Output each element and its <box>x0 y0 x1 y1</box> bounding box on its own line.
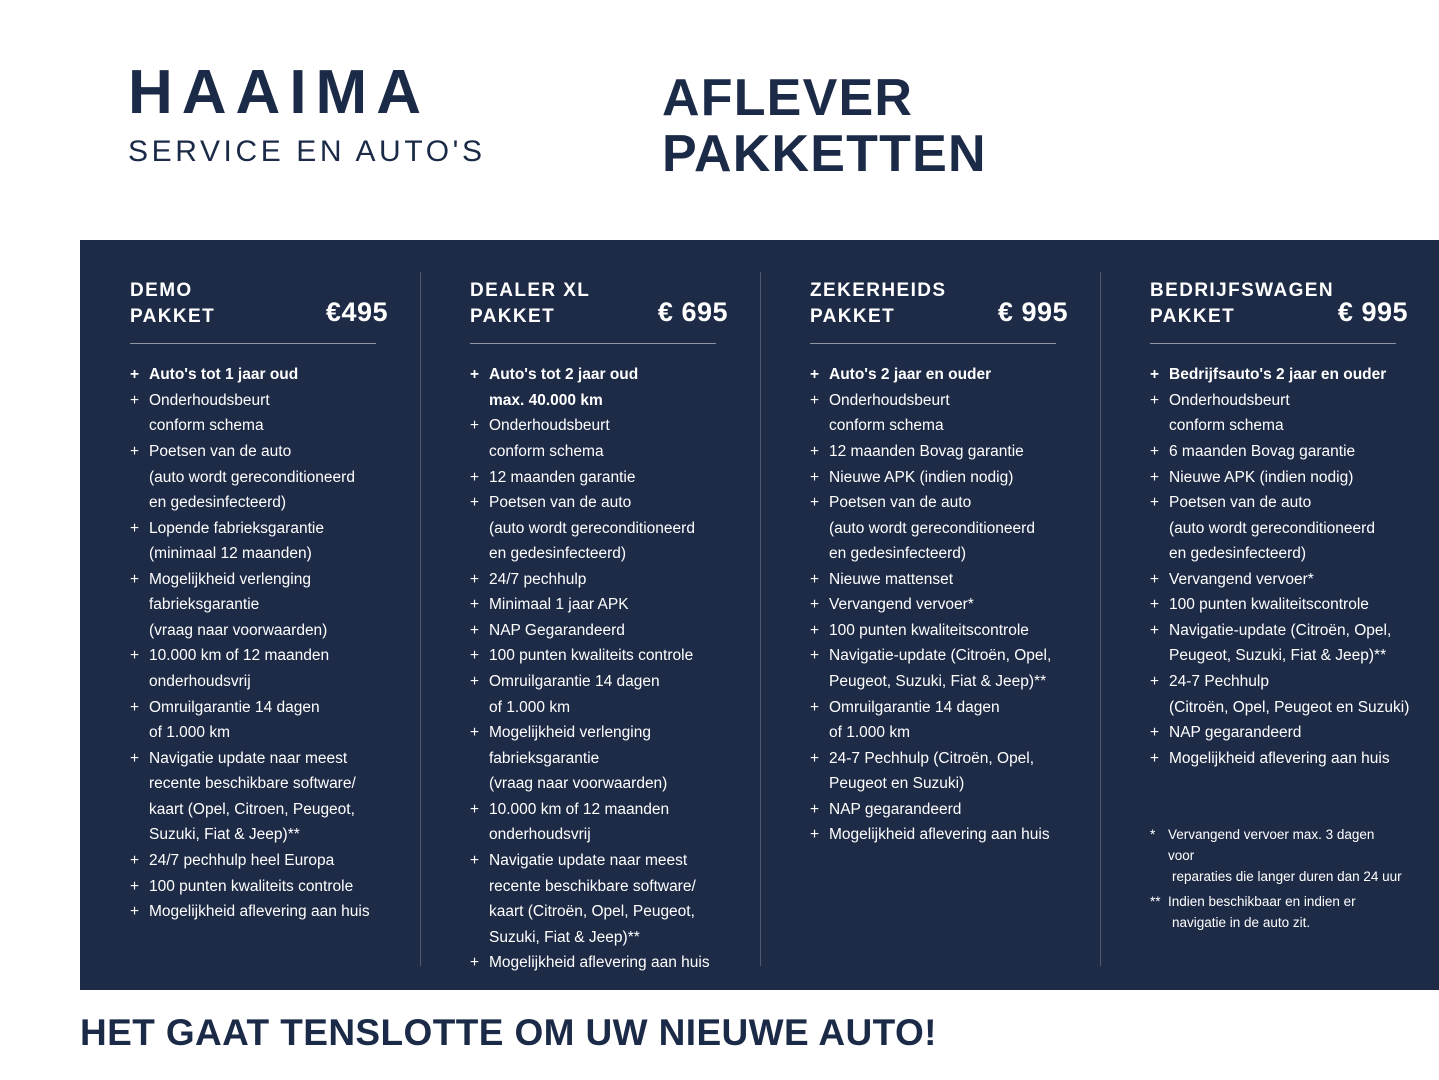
feature-line: Bedrijfsauto's 2 jaar en ouder <box>1169 366 1387 384</box>
feature-line: 12 maanden Bovag garantie <box>829 442 1024 460</box>
feature-line: (auto wordt gereconditioneerd <box>489 519 695 537</box>
package-header <box>470 278 734 329</box>
plus-icon: + <box>1150 749 1160 767</box>
package-name-line1: BEDRIJFSWAGEN <box>1150 280 1334 301</box>
feature-line: Auto's tot 2 jaar oud <box>489 366 639 384</box>
feature-item <box>1150 669 1414 720</box>
plus-icon: + <box>810 570 820 588</box>
footnote-line: Vervangend vervoer max. 3 dagen voor <box>1168 827 1375 864</box>
feature-line: Navigatie-update (Citroën, Opel, <box>1169 621 1392 639</box>
plus-icon: + <box>470 596 480 614</box>
feature-item <box>130 899 394 925</box>
package-column <box>760 266 1100 990</box>
feature-item <box>130 567 394 644</box>
feature-list <box>470 362 734 976</box>
feature-item <box>470 669 734 720</box>
plus-icon: + <box>1150 673 1160 691</box>
package-price: €495 <box>325 297 388 328</box>
feature-line: 100 punten kwaliteits controle <box>489 647 694 665</box>
plus-icon: + <box>470 570 480 588</box>
feature-line: Nieuwe APK (indien nodig) <box>1169 468 1354 486</box>
feature-item <box>810 643 1074 694</box>
feature-item <box>470 592 734 618</box>
feature-line: 24/7 pechhulp <box>489 570 587 588</box>
feature-line: conform schema <box>489 442 604 460</box>
feature-line: Peugeot, Suzuki, Fiat & Jeep)** <box>1169 647 1387 665</box>
footnote-marker: ** <box>1150 894 1161 910</box>
feature-item <box>1150 362 1414 388</box>
package-name-line2: PAKKET <box>130 305 216 327</box>
feature-item <box>1150 465 1414 491</box>
feature-line: 24-7 Pechhulp (Citroën, Opel, <box>829 749 1035 767</box>
footnote-line: reparaties die langer duren dan 24 uur <box>1172 869 1402 885</box>
plus-icon: + <box>810 800 820 818</box>
plus-icon: + <box>130 877 140 895</box>
feature-line: en gedesinfecteerd) <box>149 494 287 512</box>
feature-line: kaart (Opel, Citroen, Peugeot, <box>149 800 355 818</box>
footnote-line: navigatie in de auto zit. <box>1172 914 1311 930</box>
footnote <box>1150 825 1404 888</box>
packages-panel <box>80 240 1439 990</box>
feature-item <box>810 388 1074 439</box>
plus-icon: + <box>1150 366 1160 384</box>
plus-icon: + <box>470 468 480 486</box>
feature-line: fabrieksgarantie <box>489 749 600 767</box>
plus-icon: + <box>810 468 820 486</box>
plus-icon: + <box>1150 391 1160 409</box>
page-title <box>662 70 987 182</box>
feature-line: max. 40.000 km <box>489 391 603 409</box>
plus-icon: + <box>810 366 820 384</box>
divider <box>130 343 376 344</box>
feature-line: 24/7 pechhulp heel Europa <box>149 851 335 869</box>
feature-item <box>1150 388 1414 439</box>
package-price: € 995 <box>997 297 1068 328</box>
plus-icon: + <box>810 698 820 716</box>
feature-line: of 1.000 km <box>149 724 230 742</box>
feature-line: Peugeot, Suzuki, Fiat & Jeep)** <box>829 673 1047 691</box>
feature-item <box>810 567 1074 593</box>
feature-line: Poetsen van de auto <box>1169 494 1312 512</box>
package-price: € 995 <box>1337 297 1408 328</box>
divider <box>470 343 716 344</box>
plus-icon: + <box>470 673 480 691</box>
feature-line: en gedesinfecteerd) <box>829 545 967 563</box>
feature-item <box>470 797 734 848</box>
feature-line: en gedesinfecteerd) <box>489 545 627 563</box>
feature-line: Onderhoudsbeurt <box>149 391 270 409</box>
plus-icon: + <box>130 570 140 588</box>
package-header <box>1150 278 1414 329</box>
feature-item <box>810 822 1074 848</box>
package-price: € 695 <box>657 297 728 328</box>
feature-list <box>810 362 1074 848</box>
feature-item <box>810 465 1074 491</box>
feature-item <box>810 797 1074 823</box>
package-header <box>810 278 1074 329</box>
plus-icon: + <box>1150 494 1160 512</box>
plus-icon: + <box>1150 442 1160 460</box>
page-title-line2: PAKKETTEN <box>662 125 987 184</box>
feature-line: (vraag naar voorwaarden) <box>489 775 668 793</box>
feature-line: Omruilgarantie 14 dagen <box>829 698 1000 716</box>
plus-icon: + <box>470 494 480 512</box>
feature-line: Poetsen van de auto <box>149 442 292 460</box>
brand-name: HAAIMA <box>128 58 430 127</box>
footnote-line: Indien beschikbaar en indien er <box>1168 894 1356 910</box>
package-name <box>810 278 946 329</box>
feature-line: NAP gegarandeerd <box>1169 724 1302 742</box>
feature-line: 24-7 Pechhulp <box>1169 673 1269 691</box>
package-header <box>130 278 394 329</box>
feature-line: onderhoudsvrij <box>489 826 591 844</box>
footer-slogan: HET GAAT TENSLOTTE OM UW NIEUWE AUTO! <box>80 1012 937 1053</box>
feature-line: of 1.000 km <box>489 698 570 716</box>
plus-icon: + <box>1150 570 1160 588</box>
feature-line: Mogelijkheid aflevering aan huis <box>1169 749 1390 767</box>
feature-item <box>470 413 734 464</box>
feature-line: (auto wordt gereconditioneerd <box>1169 519 1375 537</box>
feature-item <box>130 695 394 746</box>
feature-item <box>130 643 394 694</box>
feature-item <box>810 439 1074 465</box>
feature-line: Navigatie update naar meest <box>149 749 348 767</box>
plus-icon: + <box>470 851 480 869</box>
feature-item <box>130 516 394 567</box>
plus-icon: + <box>1150 596 1160 614</box>
feature-line: Poetsen van de auto <box>829 494 972 512</box>
feature-line: fabrieksgarantie <box>149 596 260 614</box>
package-name-line1: DEALER XL <box>470 280 591 301</box>
feature-line: (auto wordt gereconditioneerd <box>149 468 355 486</box>
plus-icon: + <box>470 954 480 972</box>
footnote-marker: * <box>1150 827 1156 843</box>
feature-list <box>130 362 394 924</box>
feature-line: Navigatie-update (Citroën, Opel, <box>829 647 1052 665</box>
package-column <box>420 266 760 990</box>
feature-line: Nieuwe mattenset <box>829 570 954 588</box>
feature-line: recente beschikbare software/ <box>489 877 696 895</box>
plus-icon: + <box>130 519 140 537</box>
feature-item <box>810 746 1074 797</box>
feature-item <box>470 618 734 644</box>
feature-item <box>130 388 394 439</box>
feature-line: Navigatie update naar meest <box>489 851 688 869</box>
feature-line: Mogelijkheid aflevering aan huis <box>829 826 1050 844</box>
feature-line: Peugeot en Suzuki) <box>829 775 965 793</box>
feature-line: Auto's tot 1 jaar oud <box>149 366 299 384</box>
feature-item <box>1150 720 1414 746</box>
plus-icon: + <box>130 698 140 716</box>
feature-line: Onderhoudsbeurt <box>489 417 610 435</box>
plus-icon: + <box>130 851 140 869</box>
plus-icon: + <box>130 442 140 460</box>
divider <box>1150 343 1396 344</box>
feature-item <box>470 950 734 976</box>
plus-icon: + <box>130 366 140 384</box>
brand-logo <box>128 58 628 170</box>
feature-line: recente beschikbare software/ <box>149 775 356 793</box>
plus-icon: + <box>810 442 820 460</box>
brand-tagline: SERVICE EN AUTO'S <box>128 135 486 168</box>
feature-line: 100 punten kwaliteits controle <box>149 877 354 895</box>
package-name <box>1150 278 1334 329</box>
feature-line: en gedesinfecteerd) <box>1169 545 1307 563</box>
feature-line: Onderhoudsbeurt <box>1169 391 1290 409</box>
feature-line: 10.000 km of 12 maanden <box>489 800 670 818</box>
plus-icon: + <box>810 826 820 844</box>
plus-icon: + <box>810 749 820 767</box>
feature-item <box>810 695 1074 746</box>
feature-item <box>470 643 734 669</box>
feature-line: Mogelijkheid aflevering aan huis <box>149 903 370 921</box>
feature-item <box>130 439 394 516</box>
plus-icon: + <box>130 749 140 767</box>
feature-line: 10.000 km of 12 maanden <box>149 647 330 665</box>
feature-line: Minimaal 1 jaar APK <box>489 596 629 614</box>
package-column <box>1100 266 1439 990</box>
plus-icon: + <box>130 647 140 665</box>
feature-line: NAP Gegarandeerd <box>489 621 625 639</box>
feature-item <box>1150 746 1414 772</box>
feature-line: Poetsen van de auto <box>489 494 632 512</box>
feature-line: NAP gegarandeerd <box>829 800 962 818</box>
plus-icon: + <box>810 647 820 665</box>
feature-line: Onderhoudsbeurt <box>829 391 950 409</box>
feature-item <box>130 746 394 848</box>
feature-item <box>130 362 394 388</box>
feature-line: Omruilgarantie 14 dagen <box>149 698 320 716</box>
package-name-line1: ZEKERHEIDS <box>810 280 947 301</box>
feature-item <box>1150 618 1414 669</box>
feature-list <box>1150 362 1414 771</box>
package-name <box>470 278 590 329</box>
plus-icon: + <box>470 800 480 818</box>
feature-line: onderhoudsvrij <box>149 673 251 691</box>
divider <box>810 343 1056 344</box>
package-name <box>130 278 215 329</box>
feature-line: kaart (Citroën, Opel, Peugeot, <box>489 903 695 921</box>
feature-item <box>470 848 734 950</box>
feature-line: Vervangend vervoer* <box>1169 570 1314 588</box>
feature-item <box>810 618 1074 644</box>
feature-line: (Citroën, Opel, Peugeot en Suzuki) <box>1169 698 1410 716</box>
poster-header <box>128 58 1328 212</box>
footnote <box>1150 892 1404 934</box>
feature-item <box>1150 592 1414 618</box>
feature-line: conform schema <box>829 417 944 435</box>
plus-icon: + <box>1150 621 1160 639</box>
feature-item <box>810 592 1074 618</box>
footnotes <box>1150 825 1414 934</box>
plus-icon: + <box>810 494 820 512</box>
feature-item <box>130 874 394 900</box>
feature-line: 100 punten kwaliteitscontrole <box>1169 596 1369 614</box>
plus-icon: + <box>470 417 480 435</box>
package-name-line2: PAKKET <box>810 305 896 327</box>
feature-line: Mogelijkheid verlenging <box>149 570 311 588</box>
feature-item <box>810 362 1074 388</box>
feature-line: conform schema <box>149 417 264 435</box>
page-title-line1: AFLEVER <box>662 69 914 127</box>
feature-line: Vervangend vervoer* <box>829 596 974 614</box>
feature-item <box>470 567 734 593</box>
feature-item <box>1150 439 1414 465</box>
feature-line: 12 maanden garantie <box>489 468 636 486</box>
package-column <box>80 266 420 990</box>
feature-line: Auto's 2 jaar en ouder <box>829 366 992 384</box>
feature-item <box>470 720 734 797</box>
plus-icon: + <box>810 391 820 409</box>
package-name-line2: PAKKET <box>1150 305 1236 327</box>
plus-icon: + <box>1150 724 1160 742</box>
plus-icon: + <box>810 596 820 614</box>
plus-icon: + <box>470 621 480 639</box>
feature-line: Omruilgarantie 14 dagen <box>489 673 660 691</box>
feature-line: 100 punten kwaliteitscontrole <box>829 621 1029 639</box>
package-name-line2: PAKKET <box>470 305 556 327</box>
feature-item <box>470 362 734 413</box>
feature-item <box>1150 567 1414 593</box>
feature-line: of 1.000 km <box>829 724 910 742</box>
feature-line: 6 maanden Bovag garantie <box>1169 442 1356 460</box>
package-name-line1: DEMO <box>130 280 193 301</box>
feature-line: (vraag naar voorwaarden) <box>149 621 328 639</box>
feature-line: conform schema <box>1169 417 1284 435</box>
feature-item <box>810 490 1074 567</box>
plus-icon: + <box>130 391 140 409</box>
feature-line: Mogelijkheid aflevering aan huis <box>489 954 710 972</box>
plus-icon: + <box>1150 468 1160 486</box>
feature-item <box>130 848 394 874</box>
plus-icon: + <box>130 903 140 921</box>
feature-line: Suzuki, Fiat & Jeep)** <box>149 826 300 844</box>
plus-icon: + <box>470 366 480 384</box>
feature-item <box>1150 490 1414 567</box>
plus-icon: + <box>810 621 820 639</box>
feature-item <box>470 490 734 567</box>
feature-line: (auto wordt gereconditioneerd <box>829 519 1035 537</box>
plus-icon: + <box>470 647 480 665</box>
feature-line: Nieuwe APK (indien nodig) <box>829 468 1014 486</box>
plus-icon: + <box>470 724 480 742</box>
feature-line: (minimaal 12 maanden) <box>149 545 312 563</box>
feature-line: Suzuki, Fiat & Jeep)** <box>489 928 640 946</box>
feature-line: Mogelijkheid verlenging <box>489 724 651 742</box>
feature-item <box>470 465 734 491</box>
feature-line: Lopende fabrieksgarantie <box>149 519 324 537</box>
